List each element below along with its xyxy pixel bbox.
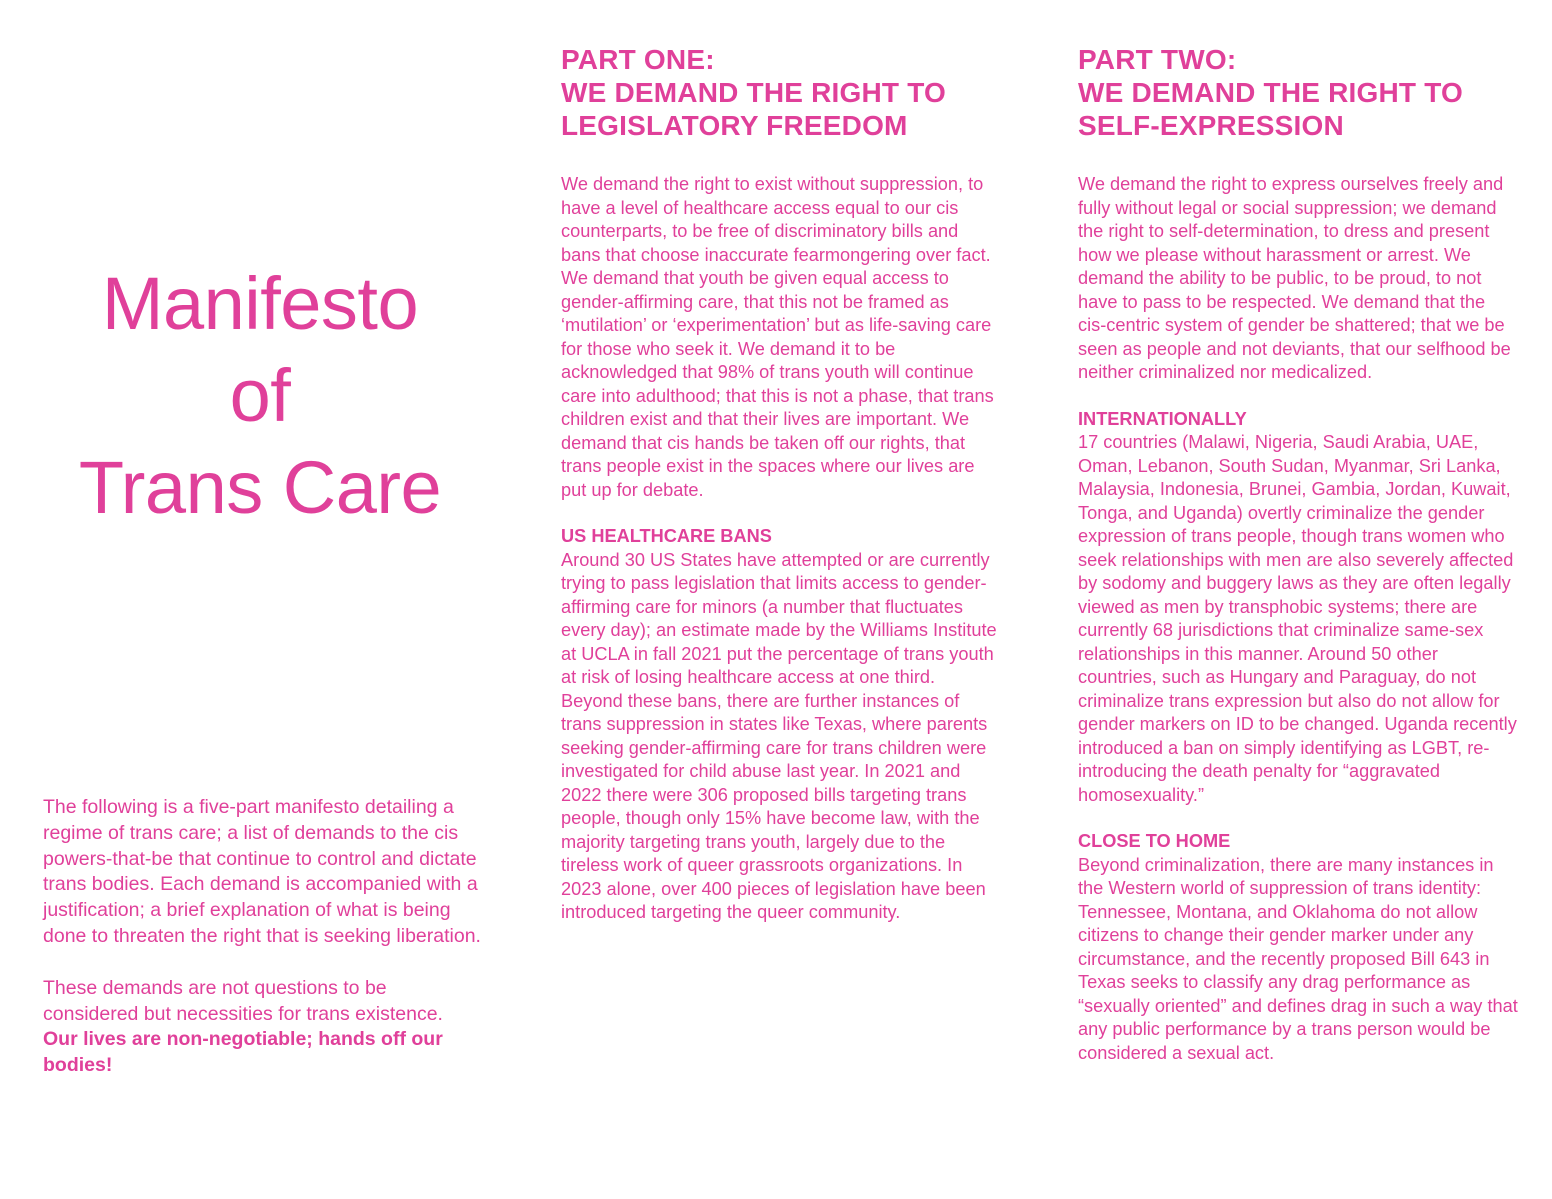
part-two-heading-line-2: WE DEMAND THE RIGHT TO — [1078, 77, 1463, 108]
intro-section — [43, 795, 483, 1105]
part-one-heading-line-3: LEGISLATORY FREEDOM — [561, 110, 908, 141]
part-two-heading — [1078, 43, 1518, 142]
title-line-1: Manifesto — [101, 262, 419, 345]
intro-paragraph-2 — [43, 976, 483, 1079]
document-title — [40, 258, 480, 534]
intro-paragraph-2-text: These demands are not questions to be considered but necessities for trans existence. — [43, 976, 443, 1025]
part-one-body: We demand the right to exist without suppression, to have a level of healthcare access equal to our cis counterparts, to be free of discriminatory bills and bans that choose inaccurate fearmongering over fact. We demand that youth be given equal access to gender-affirming care, that this not be framed as ‘mutilation’ or ‘experimentation’ but as life-saving care for those who seek it. We demand it to be acknowledged that 98% of trans youth will continue care into adulthood; that this is not a phase, that trans children exist and that their lives are important. We demand that cis hands be taken off our rights, that trans people exist in the spaces where our lives are put up for debate. — [561, 174, 994, 500]
part-one-heading — [561, 43, 1001, 142]
internationally-body: 17 countries (Malawi, Nigeria, Saudi Arabia, UAE, Oman, Lebanon, South Sudan, Myanmar, Sri Lanka, Malaysia, Indonesia, Brunei, Gambia, Jordan, Kuwait, Tonga, and Uganda) overtly criminalize the gender expression of trans people, though trans women who seek relationships with men are also severely affected by sodomy and buggery laws as they are often legally viewed as men by transphobic systems; there are currently 68 jurisdictions that criminalize same-sex relationships in this manner. Around 50 other countries, such as Hungary and Paraguay, do not criminalize trans expression but also do not allow for gender markers on ID to be changed. Uganda recently introduced a ban on simply identifying as LGBT, re-introducing the death penalty for “aggravated homosexuality.” — [1078, 432, 1517, 805]
close-to-home-heading: CLOSE TO HOME — [1078, 831, 1231, 851]
us-healthcare-bans-body: Around 30 US States have attempted or are currently trying to pass legislation that limits access to gender-affirming care for minors (a number that fluctuates every day); an estimate made by the Williams Institute at UCLA in fall 2021 put the percentage of trans youth at risk of losing healthcare access at one third. Beyond these bans, there are further instances of trans suppression in states like Texas, where parents seeking gender-affirming care for trans children were investigated for child abuse last year. In 2021 and 2022 there were 306 proposed bills targeting trans people, though only 15% have become law, with the majority targeting trans youth, largely due to the tireless work of queer grassroots organizations. In 2023 alone, over 400 pieces of legislation have been introduced targeting the queer community. — [561, 549, 997, 922]
part-two-heading-line-1: PART TWO: — [1078, 44, 1237, 75]
part-one-heading-line-2: WE DEMAND THE RIGHT TO — [561, 77, 946, 108]
title-line-2: of — [229, 354, 291, 437]
part-one-heading-line-1: PART ONE: — [561, 44, 715, 75]
close-to-home-body: Beyond criminalization, there are many instances in the Western world of suppression of trans identity: Tennessee, Montana, and Oklahoma do not allow citizens to change their gender marker under any circumstance, and the recently proposed Bill 643 in Texas seeks to classify any drag performance as “sexually oriented” and defines drag in such a way that any public performance by a trans person would be considered a sexual act. — [1078, 854, 1518, 1063]
title-line-3: Trans Care — [78, 446, 442, 529]
part-one-column — [561, 43, 1001, 948]
part-two-heading-line-3: SELF-EXPRESSION — [1078, 110, 1344, 141]
part-two-body: We demand the right to express ourselves freely and fully without legal or social suppression; we demand the right to self-determination, to dress and present how we please without harassment or arrest. We demand the ability to be public, to be proud, to not have to pass to be respected. We demand that the cis-centric system of gender be shattered; that we be seen as people and not deviants, that our selfhood be neither criminalized nor medicalized. — [1078, 174, 1511, 382]
internationally-heading: INTERNATIONALLY — [1078, 408, 1247, 429]
intro-paragraph-1: The following is a five-part manifesto detailing a regime of trans care; a list of demands to the cis powers-that-be that continue to control and dictate trans bodies. Each demand is accompanied with a justification; a brief explanation of what is being done to threaten the right that is seeking liberation. — [43, 796, 481, 947]
part-two-column — [1078, 43, 1518, 1088]
intro-closing-statement: Our lives are non-negotiable; hands off our bodies! — [43, 1028, 443, 1077]
us-healthcare-bans-heading: US HEALTHCARE BANS — [561, 526, 772, 546]
